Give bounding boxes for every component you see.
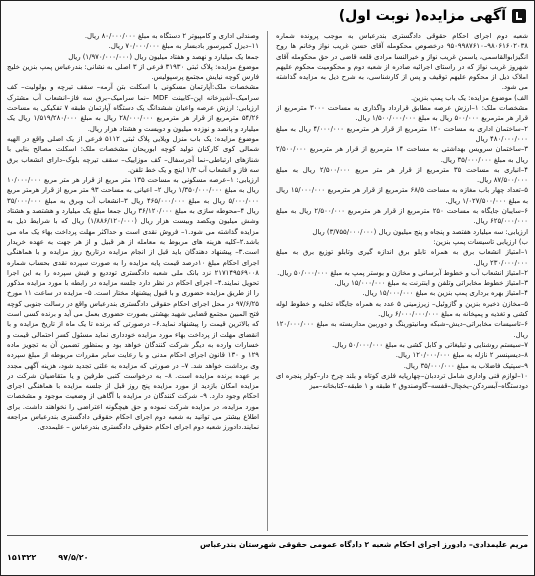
notice-footer [7,535,528,569]
notice-number: ۱۵۱۳۲۲ [7,553,37,562]
notice-date: ۹۷/۵/۲۰ [58,553,89,562]
right-column [276,31,528,531]
check-icon [512,9,526,23]
signature-line: مریم علیمدادی– دادورز اجرای احکام شعبه ۲ دادگاه عمومی حقوقی شهرستان بندرعباس [199,540,528,549]
notice-header [339,5,526,27]
left-column-text: وصندلی اداری و کامپیوتر ۲ دستگاه به مبلغ ۸۰/۰۰۰/۰۰۰ ریال. ۱۱–دیزل کمپرسور بادبسار به مبلغ ۷۰/۰۰۰/۰۰۰ ریال. جمعا یک میلیارد و نهصد و هفتاد میلیون ریال (۱/۹۷۰/۰۰۰/۰۰۰) ریال موضوع مزایده: پلاک ثبتی ۳۱۹۳۰ فرعی از ۳ اصلی به نشانی: بندرعباس پمپ بنزین خلیج فارس کوچه نیایش مجتمع پرسپولیس. مشخصات ملک:آپارتمان مسکونی با اسکلت بتن آرمه– سقف تیرچه و بولولیت– کف سرامیک–آشپزخانه اپن–کابینت MDF –نما سرامیک–برق سه فاز–انشعاب آب مشترک ارزیابی: ارزش عرصه واعیان ششدانگ یک دستگاه آپارتمان طبقه ۷ تفکیکی به مساحت ۵۴/۲۶ مترمربع از قرار هر مترمربع ۲۸/۰۰۰/۰۰۰ ریال به مبلغ ۱/۵۱۹/۲۸۰/۰۰۰ ریال یک میلیارد و پانصد و نوزده میلیون و دویست و هشتاد هزار ریال. موضوع مزایده: یک باب منزل ویلایی پلاک ثبتی ۵۱۱۲ فرعی از یک اصلی واقع در الهیه شمالی کوی کارکنان تولید کوچه ابوریحان مشخصات ملک: اسکلت مصالح بنایی با شنازهای ارتباطی–نما آجرسفال– کف موزاییک– سقف تیرچه بلوک–دارای انشعاب برق سه فاز و انشعاب آب ۱/۲ اینچ و یک خط تلفن. ارزیابی: ۱–عرصه مسکونی به مساحت ۱۳۵ متر مربع از قرار هر متر مربع ۱۰/۰۰۰/۰۰۰ ریال به مبلغ ۱/۳۵۰/۰۰۰/۰۰۰ ریال ۲– اعیانی به مساحت ۹۳ متر مربع از قرار هرمتر مربع ۵/۰۰۰/۰۰۰ ریال به مبلغ ۴۶۵/۰۰۰/۰۰۰ ریال ۳–انشعاب آب وبرق به مبلغ ۳۵/۰۰۰/۰۰۰ ریال ۴–محوطه سازی به مبلغ ۳۶/۱۲۰/۰۰۰ ریال جمعا مبلغ یک میلیارد و هشتصد و هشتاد وشش میلیون ویکصد وبیست هزار ریال (۱/۸۸۶/۱۲۰/۰۰۰) ریال که با شرایط ذیل به مزایده گذاشته می شود.۱– فروش نقدی است و حداکثر مهلت پرداخت بهاء یک ماه می باشد.۲–کلیه هزینه های مربوط به معامله از هر قبیل و از هر جهت به عهده خریدار است.۳– پیشنهاد دهندگان باید قبل از انجام مزایده درتاریخ روز مزایده و با هماهنگی اجرای احکام مبلغ ۱۰درصد قیمت پایه مزایده را به صورت سپرده نقدی بحساب شماره ۲۱۷۱۴۹۵۶۹۰۰۸ نزد بانک ملی شعبه دادگستری توددیع و فیش سپرده را به این اجرا تحویل نمایند.۴– اجرای احکام در نظر دارد جلسه مزایده در رابطه با مورد مزایده مذکور را از طریق مزایده حضوری و با قبول پیشنهاد مختار است. ۵– مزایده در ساعت ۱۱ مورخ ۹۷/۶/۲۵ در محل اجرای احکام حقوقی دادگستری بندرعباس واقع در رسالت جنوبی کوچه فتح المبین مجتمع قضایی شهید بهشتی بصورت حضوری بعمل می آید و برنده کسی است که بالاترین قیمت را پیشنهاد نماید.۶– درصورتی که برنده تا یک ماه از تاریخ مزایده و با انقضای مهلت از پرداخت بهاء مورد مزایده خودداری نماید مسئول کسر احتمالی قیمت و خسارات وارده به دیگر شرکت کنندگان خواهد بود و بمنظور تضمین آن به تجویز ماده ۱۲۹ و ۱۳۰ قانون اجرای احکام مدنی و با رعایت سایر مقررات مربوطه از مبلغ سپرده وی برداشت خواهد شد. ۷– در صورتی که مزایده به علتی تجدید شود، هزینه آگهی مجدد بر عهده برنده مزایده است. ۸– به درخواست کتبی طرفین و یا متقاضیان شرکت در مزایده امکان بازدید از مورد مزایده پنج روز قبل از جلسه مزایده با هماهنگی اجرای احکام وجود دارد. ۹– شرکت کنندگان در مزایده با آگاهی از وضعیت موجود و مشخصات مورد مزایده، در مزایده شرکت نموده و حق هیچگونه اعتراضی را نخواهند داشت. برای اطلاع بیشتر می توانید به شعبه دوم اجرای احکام حقوقی دادگستری بندرعباس مراجعه نمایند.دادورز شعبه دوم اجرای احکام حقوقی دادگستری بندرعباس – علیمددی. [7,32,259,432]
notice-ids [7,553,528,562]
left-column [7,31,259,531]
column-divider [267,31,268,531]
right-column-text: شعبه دوم اجرای احکام حقوقی دادگستری بندرعباس به موجب پرونده شماره ۹۸۰۶۱۶۰۲۰۳۸–۹۵۰۹۹۸۷۶۱۰ درخصوص محکومله آقای حسن غریب نواز وخانم ها روح انگیزابوالقاسمی، یاسمن غریب نواز و خیرالنسا مرادی قلعه قاضی در حق محکومله آقای شهروز غریب نواز که در راستای اجرائیه صادره از شعبه دوم و محکومیت محکوم علیهم املاک ذیل از محکوم علیهم توقیف و پس از کارشناسی، به شرح ذیل به مزایده گذاشته می شود. الف) موضوع مزایده: یک باب پمپ بنزین. مشخصات ملک: ۱–ارزش عرصه مطابق قرارداد واگذاری به مساحت ۳۰۰۰ مترمربع از قرار هر مترمربع ۵۰۰/۰۰۰ ریال به مبلغ ۱/۵۰۰/۰۰۰/۰۰۰ ریال. ۲–ساختمان اداری به مساحت ۱۲۰ مترمربع از قرار هر مترمربع ۴/۰۰۰/۰۰۰ ریال به مبلغ ۴۸۰/۰۰۰/۰۰۰ ریال ۳–ساختمان سرویس بهداشتی به مساحت ۱۴ مترمربع از قرار هر مترمربع ۲/۵۰۰/۰۰۰ ریال به مبلغ ۳۵/۰۰۰/۰۰۰ ریال. ۴–انباری به مساحت ۳۵ مترمربع از قرار هر متر مربع ۲/۵۰۰/۰۰۰ ریال به مبلغ ۸۷/۵۰۰/۰۰۰ ریال. ۵–تعداد چهار باب مغازه به مساحت ۶۸/۵ مترمربع از قرار هر مترمربع ۱۵/۰۰۰/۰۰۰ ریال به مبلغ ۱/۰۲۷/۵۰۰/۰۰۰ ریال. ۶–سایبان جایگاه به مساحت ۲۵۰ مترمربع از قرار هر مترمربع ۲/۵۰۰/۰۰۰ ریال به مبلغ ۶۲۵/۰۰۰/۰۰۰ ریال. ارزیابی: سه میلیارد هفتصد و پنجاه و پنج میلیون ریال (۳/۷۵۵/۰۰۰/۰۰۰) ریال ب) ارزیابی تاسیسات پمپ بنزین: ۱–امتیاز انشعاب برق به همراه تابلو برق اندازه گیری وتابلو توزیع برق به مبلغ ۲۳۰/۰۰۰/۰۰۰ ریال. ۲–امتیاز انشعاب آب و خطوط آبرسانی و مخازن و بوستر پمپ به مبلغ ۵۰/۰۰۰/۰۰۰ ریال. ۳–امتیاز خطوط مخابراتی وتلفن و اینترنت به مبلغ ۱۵/۰۰۰/۰۰۰ ریال. ۴–امتیاز بهره برداری پمپ بنزین به مبلغ ۱۵/۰۰۰/۰۰۰ ریال. ۵–مخازن ذخیره بنزین و گازوئیل– زیرزمینی ۵ عدد به همراه جایگاه تخلیه و خطوط لوله کشی و تغذیه و پمپخانه به مبلغ ۶/۰۰۰/۰۰۰/۰۰۰ ریال. ۶–تاسیسات مخابراتی–دیش–شبکه ومانیتورینگ و دوربین مداربسته به مبلغ ۱۲۰/۰۰۰/۰۰۰ ریال. ۷–سیستم روشنایی و تبلیغاتی و کابل کشی به مبلغ ۵۰/۰۰۰/۰۰۰ ریال. ۸–دیسپنسر ۲ نازله به مبلغ ۱۲۰/۰۰۰/۰۰۰ ریال. ۹–سپتیک فاضلاب به مبلغ ۳۵/۰۰۰/۰۰۰ ریال. ۱۰–لوازم فنی واداری شامل ترددبان–چهارپایه فلزی کوتاه و بلند چرخ دار–کولر پنجره ای دودستگاه–آبسردکن–یخچال–قفسه–گاوصندوق ۲ طبقه و ۱ طبقه–کتابخانه–میز [276,32,528,391]
notice-title: آگهی مزایده( نوبت اول) [338,8,506,24]
notice-body [7,31,528,531]
